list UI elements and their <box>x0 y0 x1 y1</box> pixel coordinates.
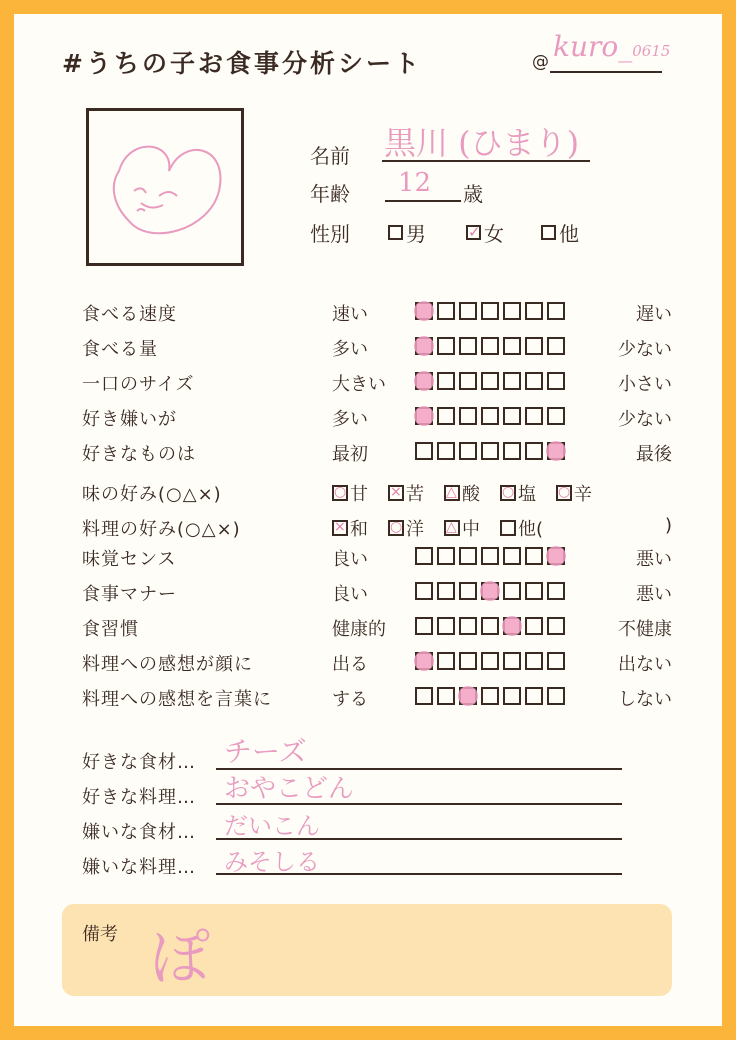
rating-checkbox[interactable] <box>437 302 455 320</box>
preference-label: 塩 <box>518 484 536 505</box>
rating-checkbox[interactable] <box>415 687 433 705</box>
handle-underline <box>550 71 662 73</box>
male-checkbox[interactable] <box>388 225 403 240</box>
rating-checkbox[interactable] <box>415 372 433 390</box>
rating-checkbox[interactable] <box>525 617 543 635</box>
name-value: 黒川 (ひまり) <box>384 124 580 162</box>
dislike-dish-value: みそしる <box>224 848 320 876</box>
notes-box <box>62 904 672 996</box>
rating-checkbox[interactable] <box>415 407 433 425</box>
rating-checkbox[interactable] <box>459 582 477 600</box>
scale-right-label: 少ない <box>618 409 672 430</box>
scale-row-label: 味覚センス <box>82 549 177 570</box>
rating-checkbox[interactable] <box>459 617 477 635</box>
rating-checkbox[interactable] <box>547 372 565 390</box>
cuisine-preference-row <box>82 515 682 545</box>
preference-checkbox[interactable] <box>500 520 516 536</box>
preference-label: 他( <box>518 519 544 540</box>
rating-checkbox[interactable] <box>459 547 477 565</box>
rating-checkbox[interactable] <box>525 582 543 600</box>
scale-row-label: 一口のサイズ <box>82 374 195 395</box>
rating-checkbox[interactable] <box>459 372 477 390</box>
handle-at-sign: @ <box>532 52 549 72</box>
scale-row-label: 好き嫌いが <box>82 409 177 430</box>
scale-right-label: 悪い <box>636 549 672 570</box>
rating-scale <box>415 547 565 565</box>
gender-option-other[interactable] <box>541 218 579 247</box>
preference-checkbox[interactable] <box>444 485 460 501</box>
rating-checkbox[interactable] <box>547 407 565 425</box>
rating-checkbox[interactable] <box>459 687 477 705</box>
rating-checkbox[interactable] <box>481 372 499 390</box>
rating-checkbox[interactable] <box>415 652 433 670</box>
scale-row <box>82 615 682 645</box>
rating-checkbox[interactable] <box>481 687 499 705</box>
preference-label: 酸 <box>462 484 480 505</box>
rating-checkbox[interactable] <box>525 372 543 390</box>
taste-preference-row <box>82 480 682 510</box>
preference-choice[interactable] <box>332 515 368 541</box>
scribble-mark <box>414 406 434 426</box>
scale-right-label: 小さい <box>618 374 672 395</box>
fav-ingredient-value: チーズ <box>224 735 307 768</box>
preference-choice[interactable] <box>500 480 536 506</box>
preference-choice[interactable] <box>500 515 543 541</box>
rating-checkbox[interactable] <box>503 302 521 320</box>
scribble-mark <box>414 301 434 321</box>
scale-right-label: しない <box>618 689 672 710</box>
cuisine-choices <box>332 515 543 541</box>
rating-checkbox[interactable] <box>547 337 565 355</box>
scale-row <box>82 300 682 330</box>
portrait-doodle-icon <box>89 111 241 263</box>
rating-checkbox[interactable] <box>547 652 565 670</box>
preference-label: 甘 <box>350 484 368 505</box>
rating-checkbox[interactable] <box>459 337 477 355</box>
preference-mark: ○ <box>502 484 515 500</box>
preference-label: 辛 <box>574 484 592 505</box>
preference-mark: × <box>390 484 402 500</box>
rating-checkbox[interactable] <box>503 617 521 635</box>
rating-checkbox[interactable] <box>437 617 455 635</box>
rating-checkbox[interactable] <box>437 582 455 600</box>
scale-right-label: 少ない <box>618 339 672 360</box>
rating-scale <box>415 407 565 425</box>
handle-suffix: 0615 <box>632 42 671 60</box>
female-checkbox[interactable]: ✓ <box>468 223 481 241</box>
rating-checkbox[interactable] <box>481 407 499 425</box>
gender-option-male[interactable] <box>388 218 426 247</box>
rating-checkbox[interactable] <box>481 617 499 635</box>
cuisine-row-label: 料理の好み(○△×) <box>82 519 241 540</box>
rating-checkbox[interactable] <box>547 547 565 565</box>
scribble-mark <box>414 651 434 671</box>
preference-choice[interactable] <box>444 480 480 506</box>
scale-left-label: 良い <box>332 549 368 570</box>
scale-left-label: 出る <box>332 654 368 675</box>
name-label: 名前 <box>310 144 350 168</box>
preference-mark: △ <box>446 484 457 500</box>
rating-checkbox[interactable] <box>415 442 433 460</box>
rating-checkbox[interactable] <box>503 582 521 600</box>
cuisine-close-paren: ) <box>664 515 672 536</box>
scale-right-label: 遅い <box>636 304 672 325</box>
dislike-ingredient-value: だいこん <box>224 812 320 840</box>
preference-mark: ○ <box>558 484 571 500</box>
scale-left-label: 速い <box>332 304 368 325</box>
rating-checkbox[interactable] <box>437 407 455 425</box>
preference-checkbox[interactable] <box>332 520 348 536</box>
rating-checkbox[interactable] <box>437 337 455 355</box>
scale-left-label: 大きい <box>332 374 386 395</box>
rating-checkbox[interactable] <box>415 547 433 565</box>
rating-checkbox[interactable] <box>459 407 477 425</box>
preference-checkbox[interactable] <box>500 485 516 501</box>
scale-row <box>82 440 682 470</box>
scale-row-label: 料理への感想を言葉に <box>82 689 272 710</box>
other-label: 他 <box>559 222 579 246</box>
rating-checkbox[interactable] <box>525 687 543 705</box>
rating-checkbox[interactable] <box>547 617 565 635</box>
scale-row <box>82 580 682 610</box>
rating-checkbox[interactable] <box>525 547 543 565</box>
rating-checkbox[interactable] <box>503 337 521 355</box>
fav-ingredient-label: 好きな食材… <box>82 752 196 773</box>
fav-dish-value: おやこどん <box>224 774 355 804</box>
rating-checkbox[interactable] <box>525 407 543 425</box>
gender-option-female[interactable] <box>466 218 504 247</box>
preference-checkbox[interactable] <box>332 485 348 501</box>
fav-dish-label: 好きな料理… <box>82 787 196 808</box>
rating-scale <box>415 337 565 355</box>
rating-checkbox[interactable] <box>437 442 455 460</box>
rating-checkbox[interactable] <box>503 442 521 460</box>
preference-mark: × <box>334 519 346 535</box>
gender-label: 性別 <box>310 222 350 246</box>
scale-left-label: 多い <box>332 409 368 430</box>
rating-checkbox[interactable] <box>437 687 455 705</box>
rating-scale <box>415 442 565 460</box>
age-unit: 歳 <box>463 182 483 206</box>
preference-label: 洋 <box>406 519 424 540</box>
scale-right-label: 悪い <box>636 584 672 605</box>
scale-right-label: 最後 <box>636 444 672 465</box>
scale-left-label: 最初 <box>332 444 368 465</box>
preference-label: 和 <box>350 519 368 540</box>
scribble-mark <box>414 336 434 356</box>
scale-row <box>82 685 682 715</box>
scale-row <box>82 650 682 680</box>
age-value: 12 <box>398 168 432 198</box>
preference-checkbox[interactable] <box>388 520 404 536</box>
rating-checkbox[interactable] <box>481 582 499 600</box>
scale-row <box>82 545 682 575</box>
other-checkbox[interactable] <box>541 225 556 240</box>
age-underline <box>385 200 461 202</box>
preference-mark: ○ <box>334 484 347 500</box>
rating-checkbox[interactable] <box>525 302 543 320</box>
preference-choice[interactable] <box>388 515 424 541</box>
scribble-mark <box>414 371 434 391</box>
scale-row-label: 食べる速度 <box>82 304 177 325</box>
rating-checkbox[interactable] <box>503 372 521 390</box>
dislike-ingredient-label: 嫌いな食材… <box>82 822 196 843</box>
rating-checkbox[interactable] <box>547 582 565 600</box>
scale-left-label: する <box>332 689 368 710</box>
notes-label: 備考 <box>82 924 118 945</box>
scale-right-label: 出ない <box>618 654 672 675</box>
scale-row-label: 好きなものは <box>82 444 196 465</box>
rating-scale <box>415 652 565 670</box>
scale-row <box>82 335 682 365</box>
rating-checkbox[interactable] <box>459 302 477 320</box>
rating-checkbox[interactable] <box>547 687 565 705</box>
rating-checkbox[interactable] <box>481 652 499 670</box>
handle-value: kuro_0615 <box>553 30 671 63</box>
notes-value: ぽ <box>150 923 210 993</box>
scribble-mark <box>546 441 566 461</box>
taste-row-label: 味の好み(○△×) <box>82 484 222 505</box>
rating-checkbox[interactable] <box>481 547 499 565</box>
scale-row-label: 食習慣 <box>82 619 139 640</box>
scribble-mark <box>480 581 500 601</box>
rating-checkbox[interactable] <box>481 337 499 355</box>
preference-label: 中 <box>462 519 480 540</box>
rating-checkbox[interactable] <box>525 337 543 355</box>
scale-left-label: 多い <box>332 339 368 360</box>
rating-scale <box>415 372 565 390</box>
scale-row-label: 食事マナー <box>82 584 177 605</box>
scale-row <box>82 370 682 400</box>
preference-checkbox[interactable] <box>556 485 572 501</box>
scale-left-label: 健康的 <box>332 619 386 640</box>
preference-checkbox[interactable] <box>388 485 404 501</box>
rating-checkbox[interactable] <box>547 442 565 460</box>
preference-choice[interactable] <box>556 480 592 506</box>
rating-checkbox[interactable] <box>503 547 521 565</box>
rating-scale <box>415 582 565 600</box>
taste-choices <box>332 480 592 506</box>
rating-checkbox[interactable] <box>437 372 455 390</box>
preference-choice[interactable] <box>332 480 368 506</box>
dislike-dish-label: 嫌いな料理… <box>82 857 196 878</box>
rating-checkbox[interactable] <box>503 652 521 670</box>
rating-checkbox[interactable] <box>415 617 433 635</box>
preference-mark: △ <box>446 519 457 535</box>
age-label: 年齢 <box>310 182 350 206</box>
rating-scale <box>415 687 565 705</box>
rating-checkbox[interactable] <box>547 302 565 320</box>
sheet-title: #うちの子お食事分析シート <box>62 49 422 78</box>
rating-checkbox[interactable] <box>415 582 433 600</box>
rating-checkbox[interactable] <box>415 302 433 320</box>
rating-checkbox[interactable] <box>459 442 477 460</box>
preference-label: 苦 <box>406 484 424 505</box>
rating-checkbox[interactable] <box>481 442 499 460</box>
preference-mark: ○ <box>390 519 403 535</box>
scale-left-label: 良い <box>332 584 368 605</box>
portrait-box <box>86 108 244 266</box>
rating-scale <box>415 617 565 635</box>
scribble-mark <box>546 546 566 566</box>
rating-checkbox[interactable] <box>481 302 499 320</box>
rating-checkbox[interactable] <box>437 547 455 565</box>
preference-checkbox[interactable] <box>444 520 460 536</box>
scale-row-label: 食べる量 <box>82 339 158 360</box>
male-label: 男 <box>406 222 426 246</box>
female-label: 女 <box>484 222 504 246</box>
scale-row-label: 料理への感想が顔に <box>82 654 253 675</box>
scale-row <box>82 405 682 435</box>
scribble-mark <box>458 686 478 706</box>
rating-checkbox[interactable] <box>437 652 455 670</box>
rating-checkbox[interactable] <box>525 442 543 460</box>
rating-scale <box>415 302 565 320</box>
scribble-mark <box>502 616 522 636</box>
rating-checkbox[interactable] <box>503 687 521 705</box>
preference-choice[interactable] <box>444 515 480 541</box>
preference-choice[interactable] <box>388 480 424 506</box>
scale-right-label: 不健康 <box>618 619 672 640</box>
rating-checkbox[interactable] <box>415 337 433 355</box>
rating-checkbox[interactable] <box>459 652 477 670</box>
rating-checkbox[interactable] <box>503 407 521 425</box>
rating-checkbox[interactable] <box>525 652 543 670</box>
